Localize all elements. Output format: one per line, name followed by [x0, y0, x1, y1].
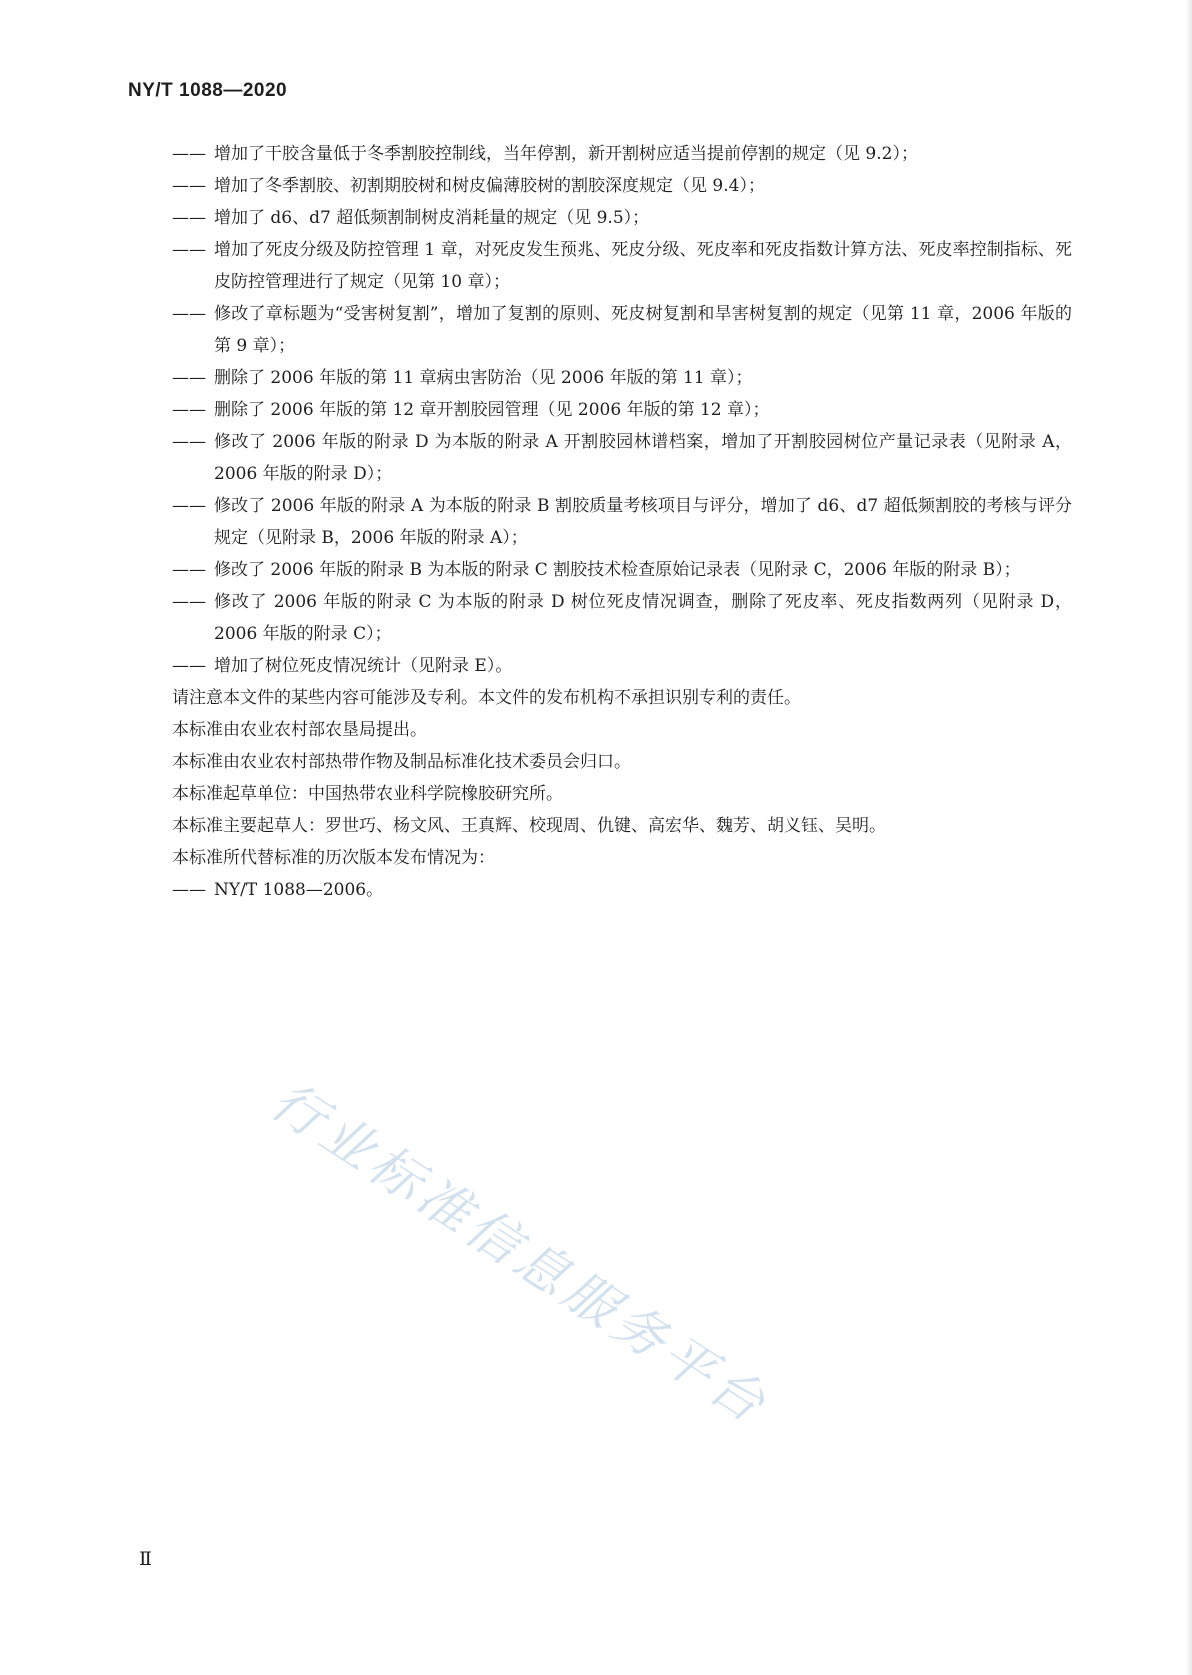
list-item-text: 增加了干胶含量低于冬季割胶控制线，当年停割，新开割树应适当提前停割的规定（见 9.2）；: [214, 144, 918, 164]
dash-marker: ——: [172, 496, 206, 516]
list-item: [172, 650, 1072, 682]
list-item: [172, 138, 1072, 170]
history-intro: 本标准所代替标准的历次版本发布情况为：: [172, 848, 495, 868]
list-item-text: 修改了 2006 年版的附录 C 为本版的附录 D 树位死皮情况调查，删除了死皮率、死皮指数两列（见附录 D，2006 年版的附录 C）；: [214, 592, 1072, 644]
proposer-statement: 本标准由农业农村部农垦局提出。: [172, 720, 427, 740]
dash-marker: ——: [172, 880, 206, 900]
list-item-text: 增加了树位死皮情况统计（见附录 E）。: [214, 656, 513, 676]
list-item: [172, 554, 1072, 586]
dash-marker: ——: [172, 592, 206, 612]
drafting-unit: 本标准起草单位：中国热带农业科学院橡胶研究所。: [172, 784, 563, 804]
page-number: Ⅱ: [139, 1548, 152, 1570]
history-item: [172, 874, 1072, 906]
list-item-text: 增加了 d6、d7 超低频割制树皮消耗量的规定（见 9.5）；: [214, 208, 650, 228]
list-item-text: 增加了死皮分级及防控管理 1 章，对死皮发生预兆、死皮分级、死皮率和死皮指数计算方法、死皮率控制指标、死皮防控管理进行了规定（见第 10 章）；: [214, 240, 1072, 292]
list-item-text: 增加了冬季割胶、初割期胶树和树皮偏薄胶树的割胶深度规定（见 9.4）；: [214, 176, 765, 196]
dash-marker: ——: [172, 368, 206, 388]
committee-statement: 本标准由农业农村部热带作物及制品标准化技术委员会归口。: [172, 752, 631, 772]
dash-marker: ——: [172, 208, 206, 228]
list-item: [172, 298, 1072, 362]
list-item: [172, 490, 1072, 554]
list-item: [172, 426, 1072, 490]
drafters-list: 本标准主要起草人：罗世巧、杨文风、王真辉、校现周、仇键、高宏华、魏芳、胡义钰、吴明。: [172, 816, 886, 836]
patent-notice: 请注意本文件的某些内容可能涉及专利。本文件的发布机构不承担识别专利的责任。: [172, 688, 801, 708]
dash-marker: ——: [172, 560, 206, 580]
list-item: [172, 362, 1072, 394]
standard-code-header: NY/T 1088—2020: [128, 80, 288, 101]
list-item: [172, 394, 1072, 426]
list-item: [172, 586, 1072, 650]
foreword-content: [172, 138, 1072, 906]
dash-marker: ——: [172, 656, 206, 676]
history-item-text: NY/T 1088—2006。: [214, 880, 384, 900]
dash-marker: ——: [172, 304, 206, 324]
dash-marker: ——: [172, 176, 206, 196]
dash-marker: ——: [172, 144, 206, 164]
dash-marker: ——: [172, 432, 206, 452]
list-item-text: 修改了 2006 年版的附录 D 为本版的附录 A 开割胶园林谱档案，增加了开割胶园树位产量记录表（见附录 A，2006 年版的附录 D）；: [214, 432, 1072, 484]
list-item-text: 删除了 2006 年版的第 11 章病虫害防治（见 2006 年版的第 11 章）；: [214, 368, 753, 388]
page-edge-shadow: [1186, 0, 1192, 1675]
dash-marker: ——: [172, 400, 206, 420]
list-item-text: 修改了 2006 年版的附录 B 为本版的附录 C 割胶技术检查原始记录表（见附录 C，2006 年版的附录 B）；: [214, 560, 1021, 580]
list-item: [172, 234, 1072, 298]
list-item: [172, 202, 1072, 234]
list-item-text: 修改了章标题为“受害树复割”，增加了复割的原则、死皮树复割和旱害树复割的规定（见第 11 章，2006 年版的第 9 章）；: [214, 304, 1072, 356]
list-item-text: 修改了 2006 年版的附录 A 为本版的附录 B 割胶质量考核项目与评分，增加了 d6、d7 超低频割胶的考核与评分规定（见附录 B，2006 年版的附录 A）；: [214, 496, 1072, 548]
dash-marker: ——: [172, 240, 206, 260]
list-item-text: 删除了 2006 年版的第 12 章开割胶园管理（见 2006 年版的第 12 章）；: [214, 400, 770, 420]
watermark-text: 行业标准信息服务平台: [260, 1070, 780, 1438]
list-item: [172, 170, 1072, 202]
